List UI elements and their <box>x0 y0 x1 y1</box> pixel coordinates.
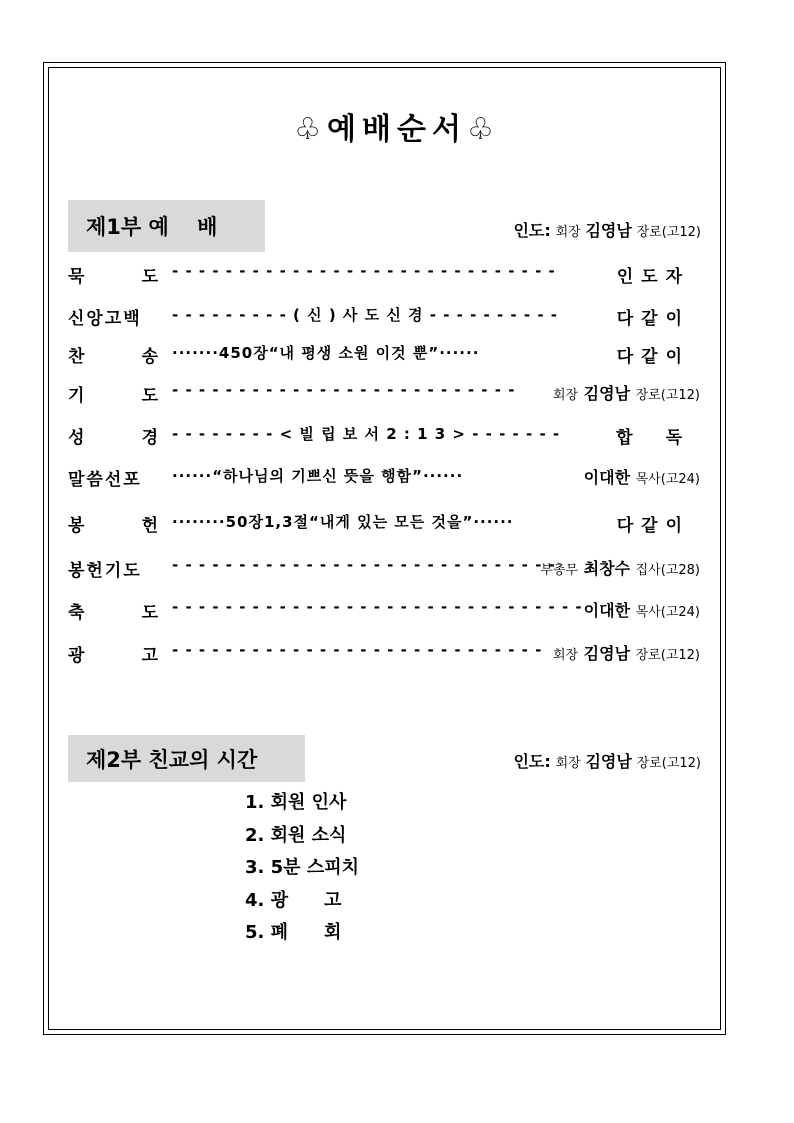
order-performer <box>553 381 700 404</box>
order-content: - - - - - - - - - ( 신 ) 사 도 신 경 - - - - - - - - - - <box>172 306 559 324</box>
order-content: ······“하나님의 기쁘신 뜻을 행함”······ <box>172 467 464 485</box>
order-performer <box>584 465 700 488</box>
order-performer: 인도자 <box>616 267 690 287</box>
leader-title: 회장 <box>555 756 581 771</box>
label-part: 성 <box>68 428 87 448</box>
label-part: 고 <box>141 646 160 666</box>
page-title: ♧예배순서♧ <box>294 112 500 147</box>
list-item: 5. 폐 회 <box>245 922 342 943</box>
order-content: - - - - - - - - - - - - - - - - - - - - - - - - - - - - <box>172 641 543 659</box>
order-content: - - - - - - - - - - - - - - - - - - - - - - - - - - <box>172 381 516 399</box>
list-item: 1. 회원 인사 <box>245 792 347 813</box>
order-row <box>68 262 700 288</box>
order-label <box>68 304 168 329</box>
performer-post: 목사(고24) <box>635 605 700 620</box>
order-content: - - - - - - - - < 빌 립 보 서 2 : 1 3 > - - - - - - - <box>172 425 561 443</box>
order-content: - - - - - - - - - - - - - - - - - - - - - - - - - - - - - <box>172 556 556 574</box>
list-item: 3. 5분 스피치 <box>245 857 359 878</box>
order-label <box>68 423 160 448</box>
order-content: ·······450장“내 평생 소원 이것 뿐”······ <box>172 344 480 362</box>
order-performer: 다같이 <box>616 309 690 329</box>
label-part: 광 <box>68 646 87 666</box>
order-row <box>68 465 700 491</box>
order-performer <box>540 556 700 579</box>
label-part: 봉 <box>68 516 87 536</box>
list-item: 2. 회원 소식 <box>245 824 347 846</box>
leader-name: 김영남 <box>585 752 632 771</box>
order-row <box>68 381 700 407</box>
order-content: - - - - - - - - - - - - - - - - - - - - - - - - - - - - - - - <box>172 598 583 616</box>
order-performer: 합 독 <box>616 428 690 448</box>
performer-post: 목사(고24) <box>635 472 700 487</box>
order-label <box>68 465 168 490</box>
order-row <box>68 511 700 537</box>
order-row <box>68 342 700 368</box>
performer-post: 장로(고12) <box>635 648 700 663</box>
order-row <box>68 598 700 624</box>
label-part: 도 <box>141 386 160 406</box>
order-performer: 다같이 <box>616 347 690 367</box>
fellowship-list <box>245 788 359 951</box>
list-item: 4. 광 고 <box>245 889 342 911</box>
leader-label: 인도: <box>513 221 551 240</box>
label-part: 기 <box>68 386 87 406</box>
label-part: 도 <box>141 603 160 623</box>
performer-post: 장로(고12) <box>635 388 700 403</box>
label-part: 봉헌기도 <box>68 561 142 581</box>
performer-name: 김영남 <box>583 384 631 403</box>
performer-pre: 부총무 <box>540 563 579 578</box>
order-label <box>68 641 160 666</box>
label-part: 묵 <box>68 267 87 287</box>
order-content: - - - - - - - - - - - - - - - - - - - - - - - - - - - - - <box>172 262 556 280</box>
order-row <box>68 423 700 449</box>
order-performer: 다같이 <box>616 516 690 536</box>
performer-name: 최창수 <box>583 559 631 578</box>
order-content: ········50장1,3절“내게 있는 모든 것을”······ <box>172 513 514 531</box>
order-label <box>68 511 160 536</box>
performer-name: 김영남 <box>583 644 631 663</box>
order-row <box>68 556 700 582</box>
part2-heading: 제2부 친교의 시간 <box>68 735 305 782</box>
label-part: 찬 <box>68 347 87 367</box>
leader-title: 회장 <box>555 225 581 240</box>
order-label <box>68 262 160 287</box>
part2-leader <box>513 749 701 772</box>
order-performer <box>553 641 700 664</box>
performer-post: 집사(고28) <box>635 563 700 578</box>
label-part: 송 <box>141 347 160 367</box>
order-row <box>68 641 700 667</box>
order-label <box>68 556 168 581</box>
label-part: 경 <box>141 428 160 448</box>
leader-suffix: 장로(고12) <box>636 756 701 771</box>
leader-label: 인도: <box>513 752 551 771</box>
order-row <box>68 304 700 330</box>
part1-heading: 제1부 예 배 <box>68 200 265 252</box>
label-part: 신앙고백 <box>68 309 142 329</box>
label-part: 도 <box>141 267 160 287</box>
performer-name: 이대한 <box>583 468 631 487</box>
leader-suffix: 장로(고12) <box>636 225 701 240</box>
performer-pre: 회장 <box>552 648 579 663</box>
order-label <box>68 598 160 623</box>
label-part: 말씀선포 <box>68 470 142 490</box>
order-label <box>68 342 160 367</box>
label-part: 축 <box>68 603 87 623</box>
order-performer <box>584 598 700 621</box>
part1-leader <box>513 218 701 241</box>
order-label <box>68 381 160 406</box>
performer-pre: 회장 <box>552 388 579 403</box>
performer-name: 이대한 <box>583 601 631 620</box>
leader-name: 김영남 <box>585 221 632 240</box>
label-part: 헌 <box>141 516 160 536</box>
